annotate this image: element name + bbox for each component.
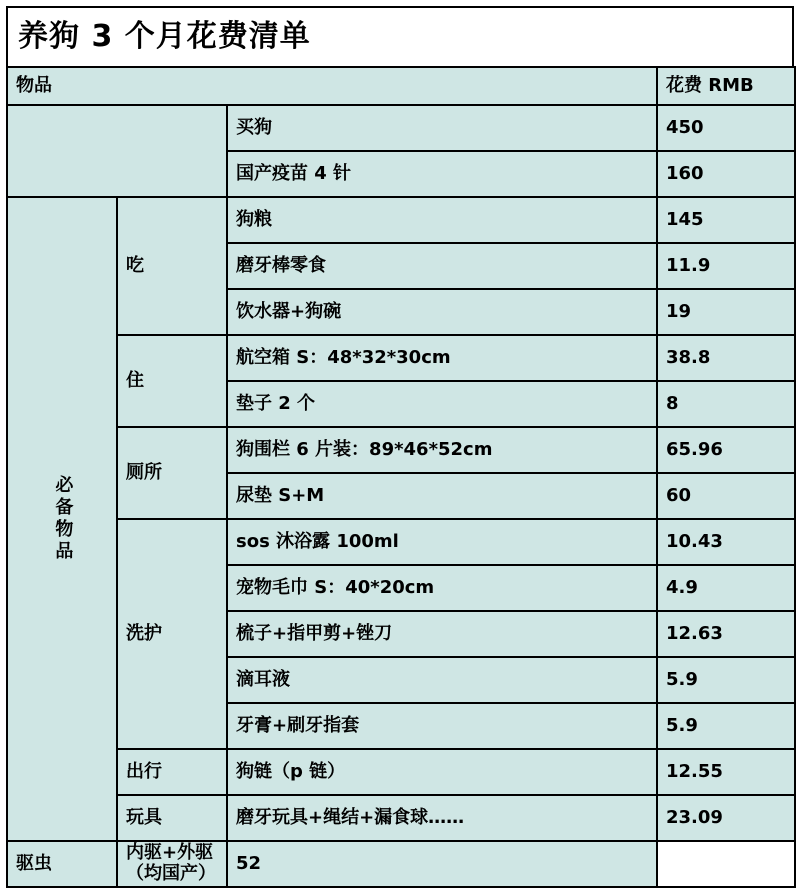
item-name: 狗粮	[227, 197, 657, 243]
group-label-deworming: 驱虫	[7, 841, 117, 887]
item-name: sos 沐浴露 100ml	[227, 519, 657, 565]
page-title: 养狗 3 个月花费清单	[18, 19, 311, 54]
item-name: 牙膏+刷牙指套	[227, 703, 657, 749]
item-cost: 23.09	[657, 795, 795, 841]
empty-category-cell	[7, 105, 227, 197]
section-label-required-items: 必备物品	[7, 197, 117, 841]
item-name: 国产疫苗 4 针	[227, 151, 657, 197]
item-cost: 5.9	[657, 657, 795, 703]
item-name: 航空箱 S：48*32*30cm	[227, 335, 657, 381]
item-name: 饮水器+狗碗	[227, 289, 657, 335]
item-name: 宠物毛巾 S：40*20cm	[227, 565, 657, 611]
item-name: 买狗	[227, 105, 657, 151]
table-header-row	[7, 67, 795, 105]
item-name: 内驱+外驱（均国产）	[117, 841, 227, 887]
column-header-cost: 花费 RMB	[657, 67, 795, 105]
group-label-travel: 出行	[117, 749, 227, 795]
item-cost: 60	[657, 473, 795, 519]
item-cost: 12.63	[657, 611, 795, 657]
column-header-item: 物品	[7, 67, 657, 105]
item-cost: 10.43	[657, 519, 795, 565]
item-cost: 38.8	[657, 335, 795, 381]
table-row	[7, 427, 795, 473]
item-cost: 65.96	[657, 427, 795, 473]
item-cost: 160	[657, 151, 795, 197]
item-cost: 4.9	[657, 565, 795, 611]
group-label-toys: 玩具	[117, 795, 227, 841]
item-name: 梳子+指甲剪+锉刀	[227, 611, 657, 657]
group-label-grooming: 洗护	[117, 519, 227, 749]
item-cost: 12.55	[657, 749, 795, 795]
group-label-toilet: 厕所	[117, 427, 227, 519]
item-cost: 52	[227, 841, 657, 887]
document-title-row	[6, 6, 794, 66]
group-label-housing: 住	[117, 335, 227, 427]
table-row	[7, 519, 795, 565]
table-row	[7, 795, 795, 841]
item-name: 滴耳液	[227, 657, 657, 703]
group-label-eat: 吃	[117, 197, 227, 335]
item-name: 狗围栏 6 片装：89*46*52cm	[227, 427, 657, 473]
item-name: 磨牙棒零食	[227, 243, 657, 289]
expense-table	[6, 66, 796, 888]
item-cost: 11.9	[657, 243, 795, 289]
table-row	[7, 105, 795, 151]
item-cost: 8	[657, 381, 795, 427]
item-cost: 19	[657, 289, 795, 335]
table-row	[7, 335, 795, 381]
item-name: 垫子 2 个	[227, 381, 657, 427]
table-row	[7, 749, 795, 795]
item-name: 磨牙玩具+绳结+漏食球……	[227, 795, 657, 841]
item-cost: 450	[657, 105, 795, 151]
item-name: 狗链（p 链）	[227, 749, 657, 795]
table-row	[7, 841, 795, 887]
item-name: 尿垫 S+M	[227, 473, 657, 519]
table-row	[7, 197, 795, 243]
item-cost: 5.9	[657, 703, 795, 749]
item-cost: 145	[657, 197, 795, 243]
